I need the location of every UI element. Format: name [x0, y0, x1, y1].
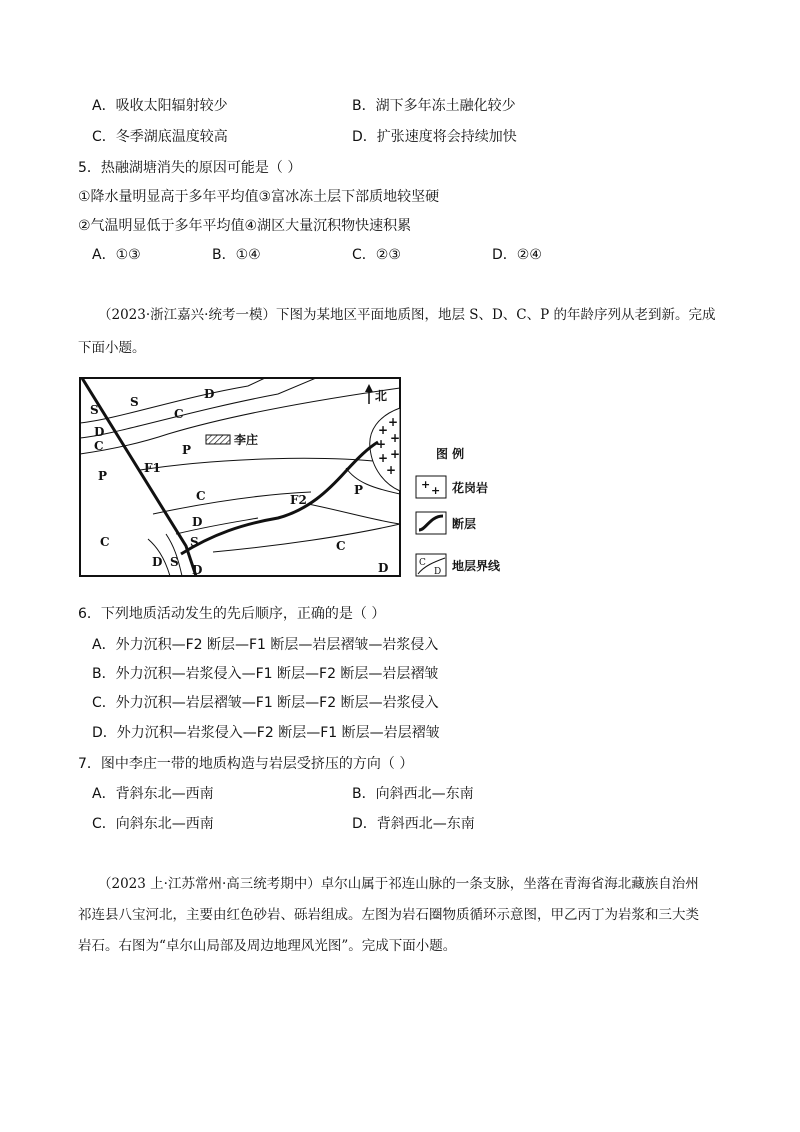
- map-frame: [80, 378, 400, 576]
- q5-option-a: A．①③: [92, 247, 141, 263]
- q7-option-d: D．背斜西北—东南: [352, 816, 475, 832]
- q5-option-d: D．②④: [492, 247, 542, 263]
- village-label: 李庄: [234, 433, 259, 447]
- q5-statement-1: ①降水量明显高于多年平均值③富冰冻土层下部质地较坚硬: [78, 189, 440, 205]
- stratum-label: S: [90, 403, 99, 417]
- q4-option-c: C．冬季湖底温度较高: [92, 129, 228, 145]
- granite-icon: +: [431, 484, 441, 497]
- stratum-label: D: [192, 515, 203, 529]
- q5-stem: 5．热融湖塘消失的原因可能是（ ）: [78, 160, 302, 176]
- granite-icon: +: [421, 478, 431, 491]
- passage2-line1: （2023 上·江苏常州·高三统考期中）卓尔山属于祁连山脉的一条支脉，坐落在青海省海北藏族自治州: [98, 876, 699, 892]
- q4-option-b: B．湖下多年冻土融化较少: [352, 98, 516, 114]
- q7-option-a: A．背斜东北—西南: [92, 786, 214, 802]
- svg-text:+: +: [390, 447, 401, 461]
- stratum-label: P: [354, 483, 364, 497]
- stratum-boundaries: [80, 378, 400, 576]
- fault-f2-label: F2: [290, 493, 307, 507]
- fault-f1-label: F1: [144, 461, 161, 475]
- q4-option-a: A．吸收太阳辐射较少: [92, 98, 228, 114]
- stratum-label: S: [170, 555, 179, 569]
- svg-text:+: +: [386, 463, 397, 477]
- stratum-label: D: [378, 561, 389, 575]
- passage2-line3: 岩石。右图为“卓尔山局部及周边地理风光图”。完成下面小题。: [78, 938, 457, 954]
- q6-option-d: D．外力沉积—岩浆侵入—F2 断层—F1 断层—岩层褶皱: [92, 725, 440, 741]
- passage1-line1: （2023·浙江嘉兴·统考一模）下图为某地区平面地质图，地层 S、D、C、P 的年龄序列从老到新。完成: [98, 307, 716, 323]
- geological-map: [78, 376, 528, 581]
- legend-title: 图 例: [436, 447, 465, 461]
- stratum-label: S: [190, 535, 199, 549]
- q6-option-a: A．外力沉积—F2 断层—F1 断层—岩层褶皱—岩浆侵入: [92, 637, 439, 653]
- q7-stem: 7．图中李庄一带的地质构造与岩层受挤压的方向（ ）: [78, 756, 414, 772]
- stratum-label: P: [182, 443, 192, 457]
- legend-boundary-c: C: [419, 558, 426, 568]
- passage2-line2: 祁连县八宝河北，主要由红色砂岩、砾岩组成。左图为岩石圈物质循环示意图，甲乙丙丁为岩浆和三大类: [78, 907, 699, 923]
- q5-statement-2: ②气温明显低于多年平均值④湖区大量沉积物快速积累: [78, 218, 412, 234]
- q5-option-b: B．①④: [212, 247, 261, 263]
- q7-option-b: B．向斜西北—东南: [352, 786, 474, 802]
- svg-text:+: +: [388, 415, 399, 429]
- q7-option-c: C．向斜东北—西南: [92, 816, 214, 832]
- stratum-label: C: [94, 439, 104, 453]
- q6-option-b: B．外力沉积—岩浆侵入—F1 断层—F2 断层—岩层褶皱: [92, 666, 439, 682]
- stratum-label: D: [192, 563, 203, 577]
- passage1-line2: 下面小题。: [78, 340, 146, 356]
- village-symbol: [206, 435, 230, 444]
- stratum-label: C: [336, 539, 346, 553]
- stratum-label: S: [130, 395, 139, 409]
- legend-granite-label: 花岗岩: [452, 481, 489, 495]
- svg-text:+: +: [378, 451, 389, 465]
- stratum-label: P: [98, 469, 108, 483]
- svg-text:+: +: [376, 437, 387, 451]
- north-arrow-icon: [365, 384, 373, 404]
- legend-boundary-label: 地层界线: [452, 559, 501, 573]
- legend-fault-label: 断层: [452, 517, 477, 531]
- stratum-label: D: [204, 387, 215, 401]
- q6-option-c: C．外力沉积—岩层褶皱—F1 断层—F2 断层—岩浆侵入: [92, 695, 439, 711]
- stratum-label: D: [152, 555, 163, 569]
- fault-line-icon: [419, 516, 443, 530]
- legend-boundary-d: D: [434, 567, 442, 577]
- svg-text:+: +: [378, 423, 389, 437]
- stratum-label: C: [174, 407, 184, 421]
- q5-option-c: C．②③: [352, 247, 401, 263]
- stratum-label: C: [100, 535, 110, 549]
- svg-text:+: +: [390, 431, 401, 445]
- q4-option-d: D．扩张速度将会持续加快: [352, 129, 517, 145]
- stratum-label: D: [94, 425, 105, 439]
- stratum-label: C: [196, 489, 206, 503]
- north-label: 北: [375, 389, 388, 403]
- q6-stem: 6．下列地质活动发生的先后顺序，正确的是（ ）: [78, 606, 386, 622]
